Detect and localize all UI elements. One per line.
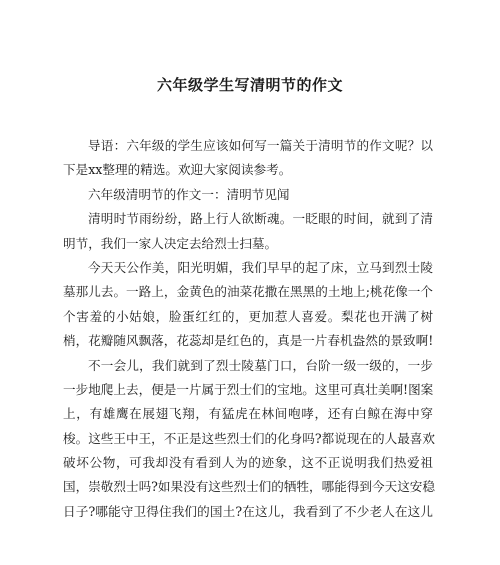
document-body [63, 134, 433, 524]
text-line: 六年级清明节的作文一：清明节见闻 [88, 186, 290, 202]
text-line: 日子?哪能守卫得住我们的国土?在这儿，我看到了不少老人在这儿 [63, 503, 433, 519]
text-line: 今天天公作美，阳光明媚，我们早早的起了床，立马到烈士陵 [88, 259, 433, 275]
text-line: 上，有雄鹰在展翅飞翔，有猛虎在林间咆哮，还有白鲸在海中穿 [63, 406, 433, 422]
text-line: 明节，我们一家人决定去给烈士扫墓。 [63, 235, 278, 251]
text-line: 个害羞的小姑娘，脸蛋红红的，更加惹人喜爱。梨花也开满了树 [63, 308, 433, 324]
text-line: 清明时节雨纷纷，路上行人欲断魂。一眨眼的时间，就到了清 [88, 211, 433, 227]
text-line: 破坏公物，可我却没有看到人为的迹象，这不正说明我们热爱祖 [63, 455, 433, 471]
text-line: 墓那儿去。一路上，金黄色的油菜花撒在黑黑的土地上;桃花像一个 [63, 284, 433, 300]
text-line: 梭。这些王中王，不正是这些烈士们的化身吗?都说现在的人最喜欢 [63, 430, 435, 446]
text-line: 国，崇敬烈士吗?如果没有这些烈士们的牺牲，哪能得到今天这安稳 [63, 479, 435, 495]
text-line: 梢，花瓣随风飘落，花蕊却是红色的，真是一片春机盎然的景致啊! [63, 333, 434, 349]
text-line: 一步地爬上去，便是一片属于烈士们的宝地。这里可真壮美啊!图案 [63, 381, 434, 397]
document-title: 六年级学生写清明节的作文 [156, 76, 343, 94]
text-line: 下是xx整理的精选。欢迎大家阅读参考。 [63, 162, 292, 178]
text-line: 导语：六年级的学生应该如何写一篇关于清明节的作文呢？以 [88, 138, 433, 153]
text-line: 不一会儿，我们就到了烈士陵墓门口，台阶一级一级的，一步 [88, 357, 433, 373]
